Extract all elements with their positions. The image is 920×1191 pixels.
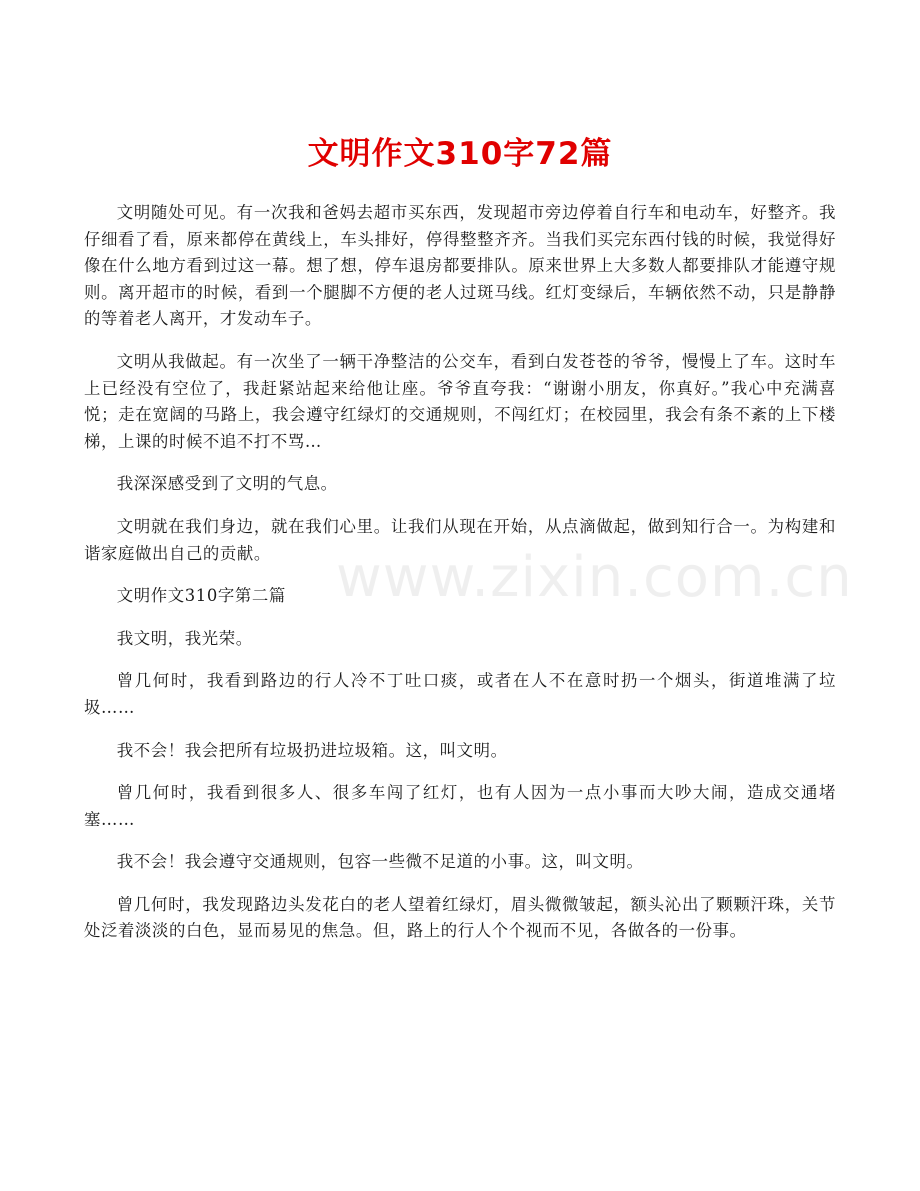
paragraph: 我文明，我光荣。 [116, 628, 253, 648]
paragraph: 我深深感受到了文明的气息。 [116, 474, 338, 494]
section-heading: 文明作文310字第二篇 [116, 586, 286, 606]
paragraph: 我不会！我会遵守交通规则，包容一些微不足道的小事。这，叫文明。 [116, 852, 644, 872]
paragraph: 文明就在我们身边，就在我们心里。让我们从现在开始，从点滴做起，做到知行合一。为构建和谐家庭做出自己的贡献。 [84, 516, 836, 563]
watermark: www.zixin.com.cn [336, 545, 853, 610]
paragraph: 曾几何时，我看到很多人、很多车闯了红灯，也有人因为一点小事而大吵大闹，造成交通堵塞…… [84, 783, 836, 829]
paragraph: 曾几何时，我看到路边的行人冷不丁吐口痰，或者在人不在意时扔一个烟头，街道堆满了垃圾…… [84, 671, 836, 717]
paragraph: 文明随处可见。有一次我和爸妈去超市买东西，发现超市旁边停着自行车和电动车，好整齐。我仔细看了看，原来都停在黄线上，车头排好，停得整整齐齐。当我们买完东西付钱的时候，我觉得好像在什么地方看到过这一幕。想了想，停车退房都要排队。原来世界上大多数人都要排队才能遵守规则。离开超市的时候，看到一个腿脚不方便的老人过斑马线。红灯变绿后，车辆依然不动，只是静静的等着老人离开，才发动车子。 [84, 203, 836, 329]
paragraph: 文明从我做起。有一次坐了一辆干净整洁的公交车，看到白发苍苍的爷爷，慢慢上了车。这时车上已经没有空位了，我赶紧站起来给他让座。爷爷直夸我：“谢谢小朋友，你真好。”我心中充满喜悦；走在宽阔的马路上，我会遵守红绿灯的交通规则，不闯红灯；在校园里，我会有条不紊的上下楼梯，上课的时候不追不打不骂… [84, 351, 836, 451]
paragraph: 我不会！我会把所有垃圾扔进垃圾箱。这，叫文明。 [116, 740, 508, 760]
paragraph: 曾几何时，我发现路边头发花白的老人望着红绿灯，眉头微微皱起，额头沁出了颗颗汗珠，关节处泛着淡淡的白色，显而易见的焦急。但，路上的行人个个视而不见，各做各的一份事。 [84, 894, 836, 941]
document-title: 文明作文310字72篇 [307, 136, 613, 172]
